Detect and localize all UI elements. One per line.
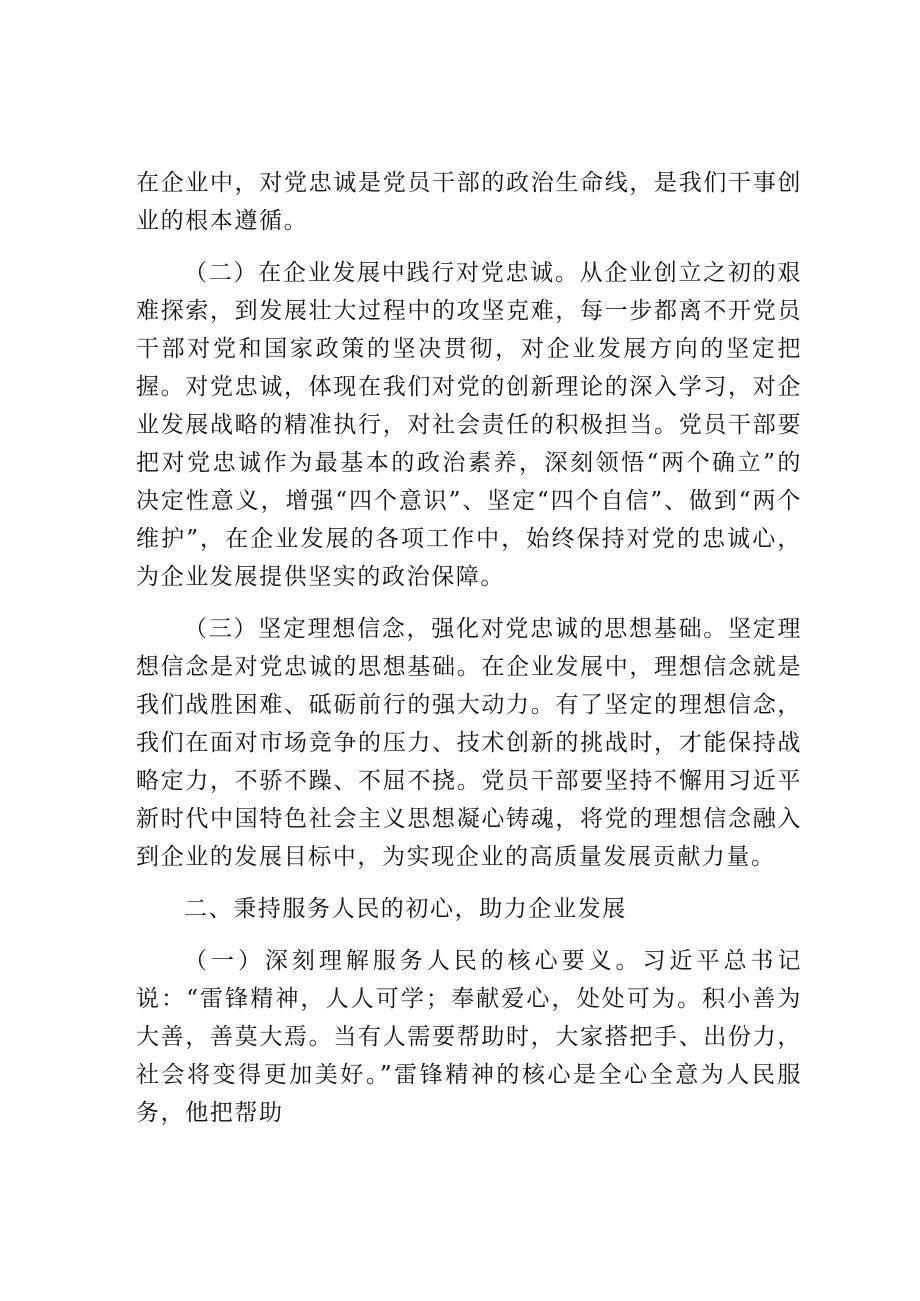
paragraph-section-2: （二）在企业发展中践行对党忠诚。从企业创立之初的艰难探索，到发展壮大过程中的攻坚克难，每一步都离不开党员干部对党和国家政策的坚决贯彻，对企业发展方向的坚定把握。对党忠诚，体现在我们对党的创新理论的深入学习，对企业发展战略的精准执行，对社会责任的积极担当。党员干部要把对党忠诚作为最基本的政治素养，深刻领悟“两个确立”的决定性意义，增强“四个意识”、坚定“四个自信”、做到“两个维护”，在企业发展的各项工作中，始终保持对党的忠诚心，为企业发展提供坚实的政治保障。: [136, 260, 802, 590]
paragraph-subsection-1: （一）深刻理解服务人民的核心要义。习近平总书记说：“雷锋精神，人人可学；奉献爱心，处处可为。积小善为大善，善莫大焉。当有人需要帮助时，大家搭把手、出份力，社会将变得更加美好。”雷锋精神的核心是全心全意为人民服务，他把帮助: [136, 948, 802, 1126]
section-heading: 二、秉持服务人民的初心，助力企业发展: [184, 896, 627, 922]
paragraph-continuation: 在企业中，对党忠诚是党员干部的政治生命线，是我们干事创业的根本遵循。: [136, 170, 802, 234]
paragraph-section-3: （三）坚定理想信念，强化对党忠诚的思想基础。坚定理想信念是对党忠诚的思想基础。在企业发展中，理想信念就是我们战胜困难、砥砺前行的强大动力。有了坚定的理想信念，我们在面对市场竞争的压力、技术创新的挑战时，才能保持战略定力，不骄不躁、不屈不挠。党员干部要坚持不懈用习近平新时代中国特色社会主义思想凝心铸魂，将党的理想信念融入到企业的发展目标中，为实现企业的高质量发展贡献力量。: [136, 616, 802, 870]
